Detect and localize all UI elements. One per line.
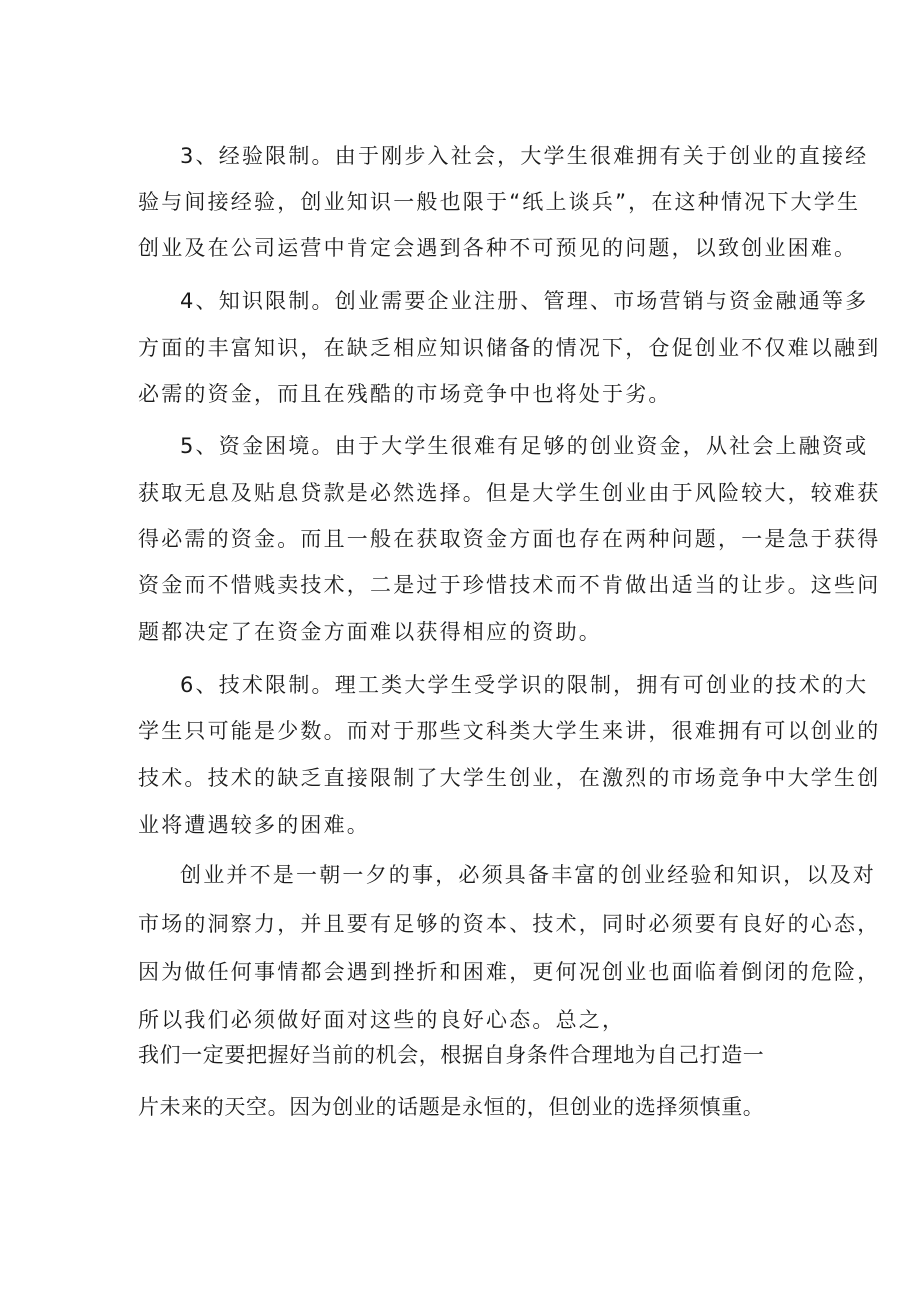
paragraph-line: 方面的丰富知识，在缺乏相应知识储备的情况下，仓促创业不仅难以融到 bbox=[138, 336, 881, 360]
paragraph-line: 创业并不是一朝一夕的事，必须具备丰富的创业经验和知识，以及对 bbox=[180, 863, 876, 887]
paragraph-line: 6、技术限制。理工类大学生受学识的限制，拥有可创业的技术的大 bbox=[180, 673, 869, 697]
paragraph-line: 5、资金困境。由于大学生很难有足够的创业资金，从社会上融资或 bbox=[180, 434, 869, 458]
paragraph-line: 学生只可能是少数。而对于那些文科类大学生来讲，很难拥有可以创业的 bbox=[138, 719, 881, 743]
paragraph-line: 资金而不惜贱卖技术，二是过于珍惜技术而不肯做出适当的让步。这些问 bbox=[138, 573, 881, 597]
paragraph-line: 创业及在公司运营中肯定会遇到各种不可预见的问题，以致创业困难。 bbox=[138, 236, 858, 260]
paragraph-line: 验与间接经验，创业知识一般也限于“纸上谈兵”，在这种情况下大学生 bbox=[138, 190, 861, 214]
paragraph-line: 因为做任何事情都会遇到挫折和困难，更何况创业也面临着倒闭的危险， bbox=[138, 960, 881, 984]
paragraph-line: 我们一定要把握好当前的机会，根据自身条件合理地为自己打造一 bbox=[138, 1043, 765, 1067]
paragraph-line: 业将遭遇较多的困难。 bbox=[138, 813, 370, 837]
paragraph-line: 题都决定了在资金方面难以获得相应的资助。 bbox=[138, 620, 602, 644]
paragraph-line: 3、经验限制。由于刚步入社会，大学生很难拥有关于创业的直接经 bbox=[180, 144, 869, 168]
paragraph-line: 4、知识限制。创业需要企业注册、管理、市场营销与资金融通等多 bbox=[180, 289, 869, 313]
paragraph-line: 得必需的资金。而且一般在获取资金方面也存在两种问题，一是急于获得 bbox=[138, 527, 881, 551]
paragraph-line: 必需的资金，而且在残酷的市场竞争中也将处于劣。 bbox=[138, 382, 672, 406]
paragraph-line: 所以我们必须做好面对这些的良好心态。总之， bbox=[138, 1008, 626, 1032]
paragraph-line: 获取无息及贴息贷款是必然选择。但是大学生创业由于风险较大，较难获 bbox=[138, 481, 881, 505]
paragraph-line: 片未来的天空。因为创业的话题是永恒的，但创业的选择须慎重。 bbox=[138, 1095, 765, 1119]
paragraph-line: 市场的洞察力，并且要有足够的资本、技术，同时必须要有良好的心态， bbox=[138, 912, 881, 936]
paragraph-line: 技术。技术的缺乏直接限制了大学生创业，在激烈的市场竞争中大学生创 bbox=[138, 766, 881, 790]
